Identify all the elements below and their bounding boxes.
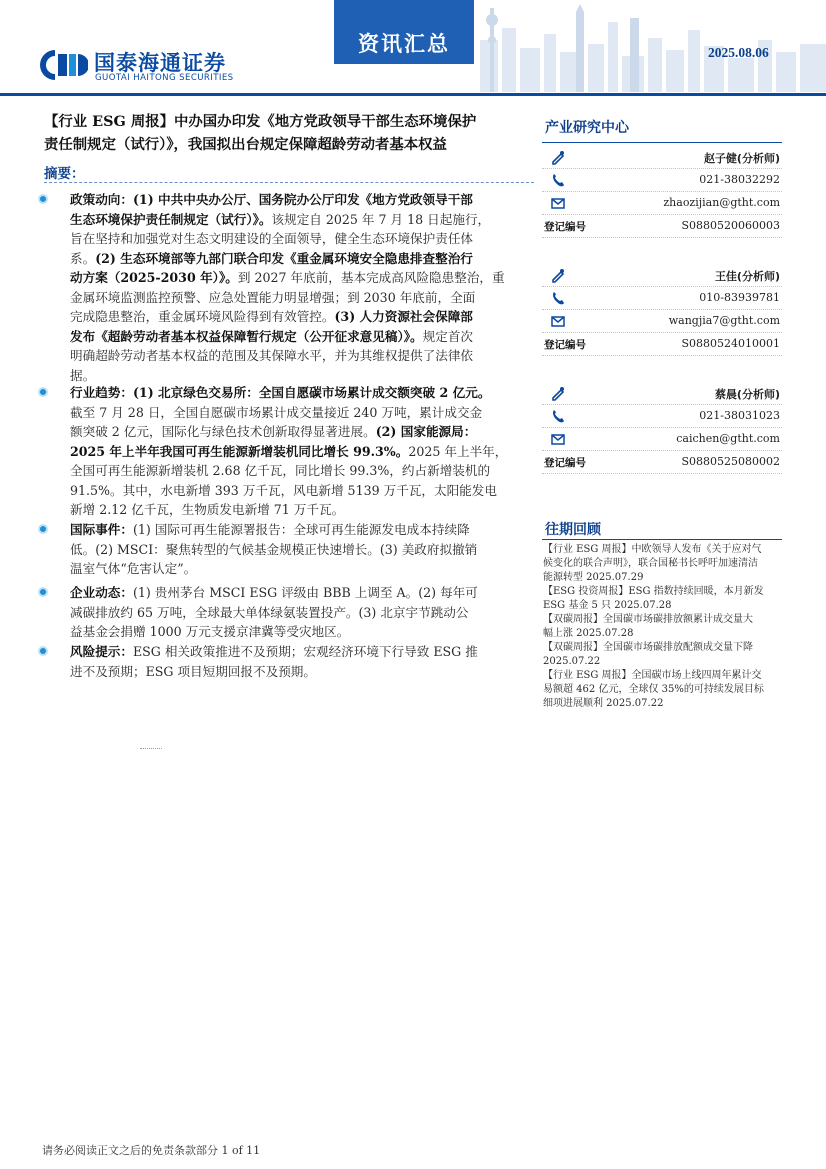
- past-report-line: 【行业 ESG 周报】全国碳市场上线四周年累计交: [543, 670, 762, 681]
- analyst-name-row: [542, 382, 782, 405]
- abstract-line: [70, 383, 534, 403]
- abstract-line: [70, 229, 534, 249]
- body-text: 温室气体“危害认定”。: [70, 561, 197, 576]
- past-report-line: ESG 基金 5 只 2025.07.28: [543, 600, 672, 611]
- abstract-line: [70, 403, 534, 423]
- bold-text: (2) 生态环境部等九部门联合印发《重金属环境安全隐患排查整治行: [95, 250, 473, 266]
- past-report-link[interactable]: [543, 641, 788, 669]
- body-text: 规定首次: [422, 328, 473, 344]
- footer-disclaimer: 请务必阅读正文之后的免责条款部分 1 of 11: [42, 1144, 261, 1157]
- analyst-email-row: [542, 192, 782, 215]
- phone-icon: [550, 408, 566, 424]
- past-reports-list: [543, 543, 788, 711]
- body-text: (1) 贵州茅台 MSCI ESG 评级由 BBB 上调至 A。(2) 每年可: [132, 585, 478, 600]
- report-type-label: 资讯汇总: [358, 32, 450, 56]
- abstract-line: [70, 622, 534, 642]
- abstract-section: [44, 642, 534, 681]
- header-divider: [0, 93, 826, 96]
- past-report-line: 细项进展顺利 2025.07.22: [543, 698, 664, 709]
- analyst-phone: 021-38031023: [699, 409, 780, 422]
- past-report-line: 幅上涨 2025.07.28: [543, 628, 634, 639]
- abstract-line: [70, 288, 534, 308]
- abstract-section: [44, 520, 534, 579]
- abstract-section: [44, 383, 534, 520]
- past-reports-title: 往期回顾: [545, 522, 601, 538]
- abstract-line: [70, 268, 534, 288]
- analyst-name-row: [542, 146, 782, 169]
- analyst-card: [542, 146, 782, 238]
- bold-text: 政策动向：(1) 中共中央办公厅、国务院办公厅印发《地方党政领导干部: [70, 192, 473, 207]
- body-text: 系。: [70, 250, 96, 266]
- abstract-divider: [44, 182, 534, 183]
- abstract-section: [44, 583, 534, 642]
- pen-icon: [550, 385, 566, 401]
- abstract-line: [70, 422, 534, 442]
- analyst-name: 蔡晨(分析师): [714, 388, 780, 401]
- abstract-line: [70, 603, 534, 623]
- bullet-icon: [38, 646, 48, 656]
- body-text: 明确超龄劳动者基本权益的范围及其保障水平，并为其维权提供了法律依: [70, 348, 473, 363]
- abstract-line: [70, 346, 534, 366]
- analyst-phone: 021-38032292: [699, 173, 780, 186]
- analyst-reg-number-row: [542, 451, 782, 474]
- phone-icon: [550, 290, 566, 306]
- analyst-card: [542, 264, 782, 356]
- body-text: 截至 7 月 28 日，全国自愿碳市场累计成交量接近 240 万吨，累计成交金: [70, 404, 483, 420]
- analyst-reg-number: S0880524010001: [681, 337, 780, 350]
- body-text: 新增 2.12 亿千瓦，生物质发电新增 71 万千瓦。: [70, 502, 345, 517]
- analyst-phone-row: [542, 405, 782, 428]
- abstract-line: [70, 642, 534, 662]
- past-report-link[interactable]: [543, 585, 788, 613]
- past-report-line: 易额超 462 亿元，全球仅 35%的可持续发展目标: [543, 684, 764, 695]
- past-report-link[interactable]: [543, 543, 788, 585]
- analyst-email-row: [542, 310, 782, 333]
- analyst-email[interactable]: zhaozijian@gtht.com: [663, 196, 780, 209]
- body-text: 益基金会捐赠 1000 万元支援京津冀等受灾地区。: [70, 624, 350, 639]
- report-header: [0, 0, 826, 96]
- brand-name-en: GUOTAI HAITONG SECURITIES: [95, 73, 234, 83]
- brand-logo-icon: [38, 48, 88, 82]
- bold-text: 发布《超龄劳动者基本权益保障暂行规定（公开征求意见稿）》。: [70, 328, 423, 344]
- report-date: 2025.08.06: [708, 45, 769, 60]
- past-report-link[interactable]: [543, 613, 788, 641]
- analyst-reg-number: S0880520060003: [681, 219, 780, 232]
- abstract-line: [70, 442, 534, 462]
- past-report-line: 能源转型 2025.07.29: [543, 572, 644, 583]
- abstract-section: [44, 190, 534, 385]
- past-report-line: 【双碳周报】全国碳市场碳排放配额成交量下降: [543, 642, 753, 653]
- report-title: [44, 110, 534, 156]
- analyst-card: [542, 382, 782, 474]
- abstract-line: [70, 500, 534, 520]
- analyst-email[interactable]: wangjia7@gtht.com: [668, 314, 780, 327]
- abstract-line: [70, 307, 534, 327]
- phone-icon: [550, 172, 566, 188]
- body-text: 2025 年上半年，: [408, 443, 508, 459]
- reg-label: 登记编号: [544, 457, 586, 469]
- abstract-line: [70, 540, 534, 560]
- past-report-link[interactable]: [543, 669, 788, 711]
- mail-icon: [550, 313, 566, 329]
- abstract-line: [70, 190, 534, 210]
- analyst-email-row: [542, 428, 782, 451]
- body-text: ESG 相关政策推进不及预期；宏观经济环境下行导致 ESG 推: [132, 644, 478, 659]
- abstract-line: [70, 481, 534, 501]
- bold-text: (2) 国家能源局：: [375, 424, 477, 439]
- bold-text: 风险提示：: [70, 644, 133, 659]
- research-center-title: 产业研究中心: [545, 120, 629, 136]
- abstract-line: [70, 327, 534, 347]
- abstract-line: [70, 583, 534, 603]
- analyst-phone: 010-83939781: [699, 291, 780, 304]
- bold-text: 生态环境保护责任制规定（试行）》。: [70, 211, 272, 227]
- past-report-line: 候变化的联合声明》，联合国秘书长呼吁加速清洁: [543, 558, 758, 569]
- bold-text: 行业趋势：(1) 北京绿色交易所：全国自愿碳市场累计成交额突破 2 亿元。: [70, 385, 491, 400]
- body-text: 进不及预期；ESG 项目短期回报不及预期。: [70, 663, 316, 679]
- analyst-name: 赵子健(分析师): [703, 152, 780, 165]
- abstract-line: [70, 249, 534, 269]
- report-title-line: 【行业 ESG 周报】中办国办印发《地方党政领导干部生态环境保护: [44, 113, 477, 130]
- bullet-icon: [38, 524, 48, 534]
- bullet-icon: [38, 194, 48, 204]
- bold-text: (3) 人力资源社会保障部: [334, 309, 473, 324]
- analyst-email[interactable]: caichen@gtht.com: [676, 432, 780, 445]
- body-text: 低。(2) MSCI：聚焦转型的气候基金规模正快速增长。(3) 美政府拟撤销: [70, 541, 478, 557]
- body-text: 到 2027 年底前，基本完成高风险隐患整治，重: [237, 270, 505, 285]
- analyst-name-row: [542, 264, 782, 287]
- past-report-line: 【ESG 投资周报】ESG 指数持续回暖，本月新发: [543, 586, 764, 597]
- past-report-line: 【行业 ESG 周报】中欧领导人发布《关于应对气: [543, 544, 762, 555]
- past-report-line: 【双碳周报】全国碳市场碳排放额累计成交量大: [543, 614, 753, 625]
- separator-dots: [140, 748, 162, 751]
- bold-text: 2025 年上半年我国可再生能源新增装机同比增长 99.3%。: [70, 443, 409, 459]
- body-text: 据。: [70, 367, 96, 383]
- body-text: 金属环境监测监控预警、应急处置能力明显增强；到 2030 年底前，全面: [70, 289, 476, 305]
- body-text: 该规定自 2025 年 7 月 18 日起施行，: [271, 211, 491, 227]
- abstract-line: [70, 520, 534, 540]
- analyst-phone-row: [542, 287, 782, 310]
- body-text: 减碳排放约 65 万吨，全球最大单体绿氨装置投产。(3) 北京宇节跳动公: [70, 604, 469, 620]
- analyst-reg-number-row: [542, 333, 782, 356]
- body-text: 额突破 2 亿元，国际化与绿色技术创新取得显著进展。: [70, 424, 376, 439]
- body-text: 旨在坚持和加强党对生态文明建设的全面领导，健全生态环境保护责任体: [70, 231, 473, 246]
- abstract-line: [70, 461, 534, 481]
- abstract-label: 摘要：: [44, 166, 85, 182]
- analyst-name: 王佳(分析师): [714, 270, 780, 283]
- analyst-reg-number-row: [542, 215, 782, 238]
- mail-icon: [550, 431, 566, 447]
- pen-icon: [550, 149, 566, 165]
- body-text: 完成隐患整治，重金属环境风险得到有效管控。: [70, 309, 335, 324]
- abstract-line: [70, 210, 534, 230]
- reg-label: 登记编号: [544, 339, 586, 351]
- bold-text: 企业动态：: [70, 585, 133, 600]
- abstract-line: [70, 559, 534, 579]
- body-text: 91.5%。其中，水电新增 393 万千瓦，风电新增 5139 万千瓦，太阳能发电: [70, 482, 497, 498]
- bullet-icon: [38, 387, 48, 397]
- past-report-line: 2025.07.22: [543, 656, 601, 667]
- analyst-reg-number: S0880525080002: [681, 455, 780, 468]
- research-center-divider: [542, 142, 782, 143]
- past-reports-divider: [542, 539, 782, 540]
- pen-icon: [550, 267, 566, 283]
- body-text: 全国可再生能源新增装机 2.68 亿千瓦，同比增长 99.3%，约占新增装机的: [70, 463, 491, 478]
- abstract-line: [70, 662, 534, 682]
- bold-text: 国际事件：: [70, 522, 133, 537]
- reg-label: 登记编号: [544, 221, 586, 233]
- report-title-line: 责任制规定（试行）》，我国拟出台规定保障超龄劳动者基本权益: [44, 136, 447, 153]
- analyst-phone-row: [542, 169, 782, 192]
- mail-icon: [550, 195, 566, 211]
- bold-text: 动方案（2025-2030 年）》。: [70, 270, 238, 285]
- bullet-icon: [38, 587, 48, 597]
- brand-name-cn: 国泰海通证券: [94, 51, 226, 75]
- body-text: (1) 国际可再生能源署报告：全球可再生能源发电成本持续降: [132, 522, 470, 537]
